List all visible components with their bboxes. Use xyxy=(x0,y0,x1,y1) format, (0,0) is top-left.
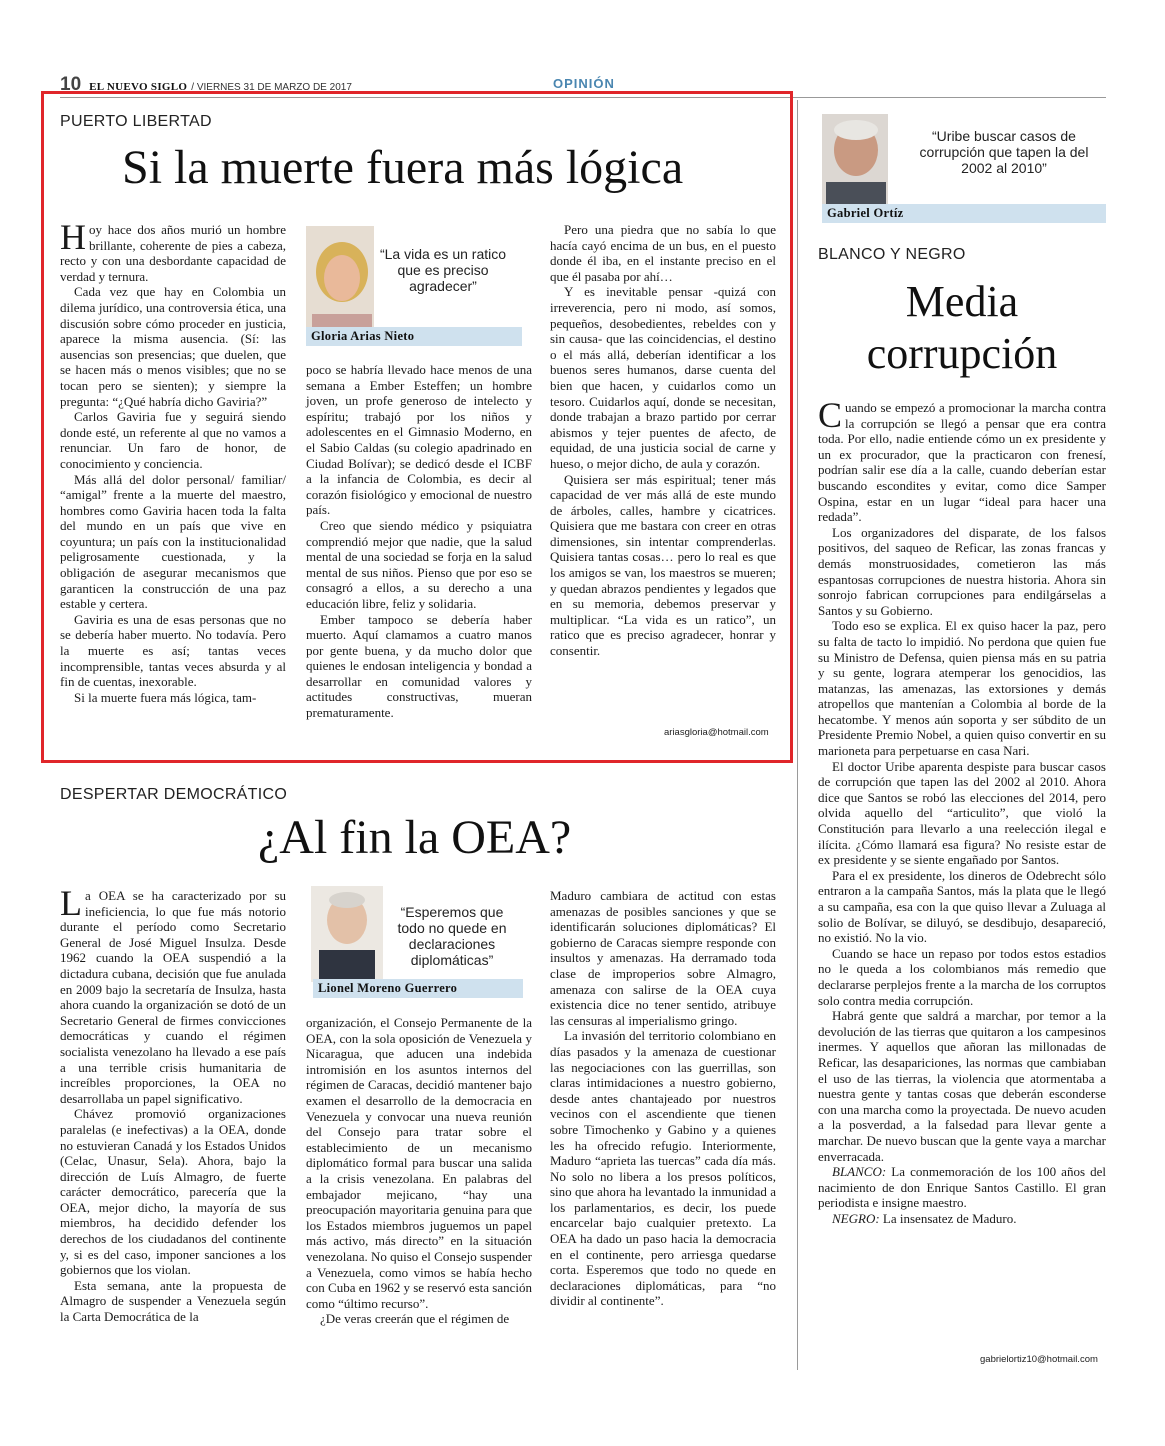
article2-headline xyxy=(818,276,1106,380)
article2-negro xyxy=(818,1211,1106,1227)
article2-paragraph: Habrá gente que saldrá a marchar, por temor a la devolución de las tierras que quitaron a los campesinos inermes. Y aquellos que añoran las millonadas de Reficar, las desapariciones, las normas que cambiaban el uso de las tierras, la violencia que atormentaba a nuestra gente y tantas cosas que deberán esconderse con una marcha como la proyectada. De nuevo acuden a la posverdad, a la falsedad para llevar gente a marchar. De nuevo buscan que la gente vaya a marchar enverracada. xyxy=(818,1008,1106,1164)
author-photo xyxy=(311,886,383,982)
article1-paragraph: Y es inevitable pensar -quizá con irreverencia, pero ni modo, así somos, pequeños, desobedientes, rebeldes con y sin causa- que las coincidencias, el destino o el más allá, deberían identificar a los buenos seres humanos, darse cuenta del bien que hacen, y cuidarlos como un tesoro. Cuidarlos aquí, donde se necesitan, donde trabajan a brazo partido por cerrar abismos y tejer puentes de afecto, de equidad, de una justicia social de carne y hueso, o mejor dicho, de aula y corazón. xyxy=(550,284,776,471)
article3-paragraph: Maduro cambiara de actitud con estas amenazas de posibles sanciones y que se identificarán soluciones diplomáticas? El gobierno de Caracas siempre responde con insultos y amenazas. Ha derramado toda clase de improperios sobre Almagro, amenaza con salirse de la OEA cuya existencia dice no tener sentido, atribuye las censuras al imperialismo gringo. xyxy=(550,888,776,1028)
article3-column-3 xyxy=(550,888,776,1309)
article2-pull-quote: “Uribe buscar casos de corrupción que tapen la del 2002 al 2010” xyxy=(919,128,1089,176)
article3-kicker: DESPERTAR DEMOCRÁTICO xyxy=(60,786,288,803)
article1-paragraph: Creo que siendo médico y psiquiatra comprendió mejor que nadie, que la salud mental de una sociedad se forja en la salud mental de sus niños. Pienso que por eso se consagró a ellos, a su derecho a una educación libre, feliz y solidaria. xyxy=(306,517,532,611)
blanco-label: BLANCO: xyxy=(832,1164,887,1180)
article3-column-2 xyxy=(306,1015,532,1327)
article1-paragraph: Ember tampoco se debería haber muerto. Aquí clamamos a cuatro manos por gente buena, y da mucho dolor que quienes le endosan inteligencia y bondad a desarrollar en comunidad valores y actitudes constructivas, mueran prematuramente. xyxy=(306,611,532,721)
article2-kicker: BLANCO Y NEGRO xyxy=(818,246,966,263)
page-number: 10 xyxy=(60,74,82,95)
article2-email: gabrielortiz10@hotmail.com xyxy=(980,1354,1098,1365)
article1-pull-quote: “La vida es un ratico que es preciso agradecer” xyxy=(379,246,507,294)
article3-byline xyxy=(311,886,523,1000)
blanco-text: La conmemoración de los 100 años del nacimiento de don Enrique Santos Castillo. El gran periodista e insigne maestro. xyxy=(818,1164,1106,1211)
article1-byline xyxy=(306,226,524,346)
article2-paragraph: Cuando se hace un repaso por todos estos estadios no le queda a los colombianos más remedio que declararse perplejos frente a la marcha de los corruptos solo contra media corrupción. xyxy=(818,945,1106,1008)
article2-paragraph: Todo eso se explica. El ex quiso hacer la paz, pero su falta de tacto lo impidió. No perdona que quien fue su Ministro de Defensa, quien piensa más en su patria y su gente, lograra atemperar los genocidios, las matanzas, las amenazas, las extorsiones y demás atropellos que mantenían a Colombia al borde de la hecatombe. Y menos aún soporta y ser súbdito de un Presidente Premio Nobel, a quien quiso convertir en su marioneta para perpetuarse en casa Nari. xyxy=(818,618,1106,759)
issue-date: / VIERNES 31 DE MARZO DE 2017 xyxy=(191,82,352,93)
article2-paragraph: Para el ex presidente, los dineros de Odebrecht sólo entraron a la campaña Santos, más la plata que le llegó a su campaña, esa con la que quiso llevar a Zuluaga al solio de Bolívar, se diluyó, se desdibujo, desapareció, no existió. No la vio. xyxy=(818,867,1106,946)
author-portrait-icon xyxy=(822,114,888,206)
article3-paragraph: organización, el Consejo Permanente de la OEA, con la sola oposición de Venezuela y Nicaragua, que aducen una indebida intromisión en los asuntos internos del régimen de Caracas, decidió mantener bajo examen el desarrollo de la democracia en Venezuela y convocar una nueva reunión del Consejo para tratar sobre el establecimiento de un mecanismo diplomático formal para buscar una salida a la crisis venezolana. En palabras del embajador mejicano, “hay una preocupación mayoritaria genuina para que los Estados miembros juguemos un papel más activo, más directo” en la situación venezolana. No quiso el Consejo suspender a Venezuela, como vimos se había hecho con Cuba en 1962 y se reservó esta sanción como “último recurso”. xyxy=(306,1015,533,1311)
article1-paragraph: Hoy hace dos años murió un hombre brillante, coherente de pies a cabeza, recto y con una desbordante capacidad de verdad y ternura. xyxy=(60,217,286,284)
article2-byline xyxy=(822,114,1106,226)
article3-paragraph: Esta semana, ante la propuesta de Almagro de suspender a Venezuela según la Carta Democrática de la xyxy=(60,1277,286,1325)
newspaper-name: EL NUEVO SIGLO xyxy=(89,81,188,93)
article2-paragraph: Los organizadores del disparate, de los falsos positivos, del saqueo de Reficar, las zonas francas y demás monstruosidades, cometieron las más espantosas corrupciones de nuestra historia. Ahora sin sonrojo fabrican corrupciones para endilgárselas a Santos y su Gobierno. xyxy=(818,524,1106,618)
article3-paragraph: La OEA se ha caracterizado por su ineficiencia, lo que fue más notorio durante el período como Secretario General de José Miguel Insulza. Desde 1962 cuando la OEA suspendió a la dictadura cubana, decisión que fue anulada en 2009 bajo la secretaría de Insulza, hasta ahora cuando la organización se dotó de un Secretario General de firmes convicciones democráticas y cuando el régimen socialista venezolano ha llevado a ese país a una terrible crisis humanitaria de increíbles proporciones, la OEA no desarrollaba un papel significativo. xyxy=(60,883,286,1106)
article2-paragraph: El doctor Uribe aparenta despiste para buscar casos de corrupción que tapen las del 2002 al 2010. Ahora dice que Santos se robó las elecciones del 2014, pero olvida aquello del “articulito”, que violó la Constitución para llevarlo a una reelección ilegal e ilícita. ¿Cómo llamará esa figura? No resiste estar de ex presidente y se siente engañado por Santos. xyxy=(818,758,1106,868)
article1-kicker: PUERTO LIBERTAD xyxy=(60,113,212,130)
article2-headline-line: Media xyxy=(905,277,1019,326)
article1-column-2 xyxy=(306,362,532,721)
negro-text: La insensatez de Maduro. xyxy=(879,1210,1017,1226)
article3-pull-quote: “Esperemos que todo no quede en declaraciones diplomáticas” xyxy=(397,904,507,968)
article1-email: ariasgloria@hotmail.com xyxy=(664,727,769,738)
article1-headline: Si la muerte fuera más lógica xyxy=(122,141,684,194)
article1-paragraph: Si la muerte fuera más lógica, tam- xyxy=(74,689,257,705)
article3-paragraph: ¿De veras creerán que el régimen de xyxy=(320,1311,510,1327)
article3-author-name: Lionel Moreno Guerrero xyxy=(313,979,523,998)
article3-headline: ¿Al fin la OEA? xyxy=(258,811,572,864)
article2-column xyxy=(818,395,1106,1226)
column-divider xyxy=(797,100,798,1370)
article1-column-1 xyxy=(60,217,286,705)
article3-paragraph: La invasión del territorio colombiano en días pasados y la amenaza de cuestionar las negociaciones con las guerrillas, son claras intimidaciones a nuestro gobierno, desde antes chantajeado por nuestros vecinos con el ascendiente que tienen sobre Timochenko y Gabino y a quienes les ha ofrecido refugio. Interiormente, Maduro “aprieta las tuercas” cada día más. No solo no libera a los presos políticos, sino que ahora ha levantado la inmunidad a los parlamentarios, es decir, los puede encarcelar bajo cualquier pretexto. La OEA ha dado un paso hacia la democracia en el continente, pero arriesga quedarse corta. Esperemos que todo no quede en declaraciones diplomáticas, para “no dividir al continente”. xyxy=(550,1028,776,1309)
article1-author-name: Gloria Arias Nieto xyxy=(306,327,522,346)
article2-blanco xyxy=(818,1164,1106,1211)
article3-paragraph: Chávez promovió organizaciones paralelas (e inefectivas) a la OEA, donde no estuvieran Canadá y los Estados Unidos (Celac, Unasur, Sela). Ahora, bajo la dirección de Luís Almagro, de fuerte carácter democrático, parecería que la OEA, mejor dicho, la mayoría de sus miembros, ha decidido defender los derechos de los ciudadanos del continente y, si es del caso, imponer sanciones a los gobiernos que los violan. xyxy=(60,1106,286,1278)
article2-paragraph: Cuando se empezó a promocionar la marcha contra la corrupción se llegó a pensar que era contra toda. Por ello, nadie entiende cómo un ex presidente y un ex procurador, que la practicaron con frenesí, podrían salir ese día a la calle, cuando deberían estar buscando escondites y evitar, como dice Samper Ospina, estar en un lugar “ideal para hacer una redada”. xyxy=(818,395,1106,525)
author-photo xyxy=(822,114,888,206)
article2-headline-line: corrupción xyxy=(866,329,1058,378)
article1-paragraph: Cada vez que hay en Colombia un dilema jurídico, una controversia ética, una discusión sobre cómo proceder en justicia, aparece la misma ausencia. (Sí: las ausencias son presencias; que duelen, que se hacen más o menos visibles; que no se tocan pero se sienten); y siempre la pregunta: “¿Qué habría dicho Gaviria?” xyxy=(60,284,286,409)
article1-paragraph: Pero una piedra que no sabía lo que hacía cayó encima de un bus, en el puesto donde él iba, en el instante preciso en el que él pasaba por ahí… xyxy=(550,222,776,284)
article1-column-3 xyxy=(550,222,776,659)
author-portrait-icon xyxy=(311,886,383,982)
negro-label: NEGRO: xyxy=(832,1210,880,1226)
article1-paragraph: Más allá del dolor personal/ familiar/ “amigal” frente a la muerte del maestro, hombres como Gaviria hacen toda la falta del mundo en un país que vive en coyuntura; un país con la institucionalidad peligrosamente cuestionada, y la obligación de asegurar mecanismos que garanticen la construcción de una paz estable y certera. xyxy=(60,471,286,612)
article1-paragraph: Gaviria es una de esas personas que no se debería haber muerto. No todavía. Pero la muerte es así; tantas veces incomprensible, tantas veces absurda y al fin de cuentas, inexorable. xyxy=(60,611,286,690)
section-label: OPINIÓN xyxy=(553,76,615,91)
article1-paragraph: Quisiera ser más espiritual; tener más capacidad de ver más allá de este mundo de árboles, calles, hambre y cicatrices. Quisiera que me bastara con creer en otras dimensiones, sin intentar comprenderlas. Quisiera tantas cosas… pero lo real es que los amigos se van, los maestros se mueren; y quedan abrazos pendientes y legados que en su memoria, debemos preservar y multiplicar. “La vida es un ratico”, un ratico que es preciso agradecer, honrar y consentir. xyxy=(550,471,776,659)
article2-author-name: Gabriel Ortíz xyxy=(822,204,1106,223)
article3-column-1 xyxy=(60,883,286,1325)
article1-paragraph: Carlos Gaviria fue y seguirá siendo donde esté, un referente al que no vamos a renunciar. Un faro de honor, de conocimiento y conciencia. xyxy=(60,409,286,471)
article1-paragraph: poco se habría llevado hace menos de una semana a Ember Esteffen; un hombre joven, un profe generoso de intelecto y espíritu; trabajó por los niños y adolescentes en el Gimnasio Moderno, en el Sabio Caldas (su colegio apadrinado en Ciudad Bolívar); se dedicó desde el ICBF a la infancia de Colombia, es decir al corazón fisiológico y emocional de nuestro país. xyxy=(306,362,532,518)
